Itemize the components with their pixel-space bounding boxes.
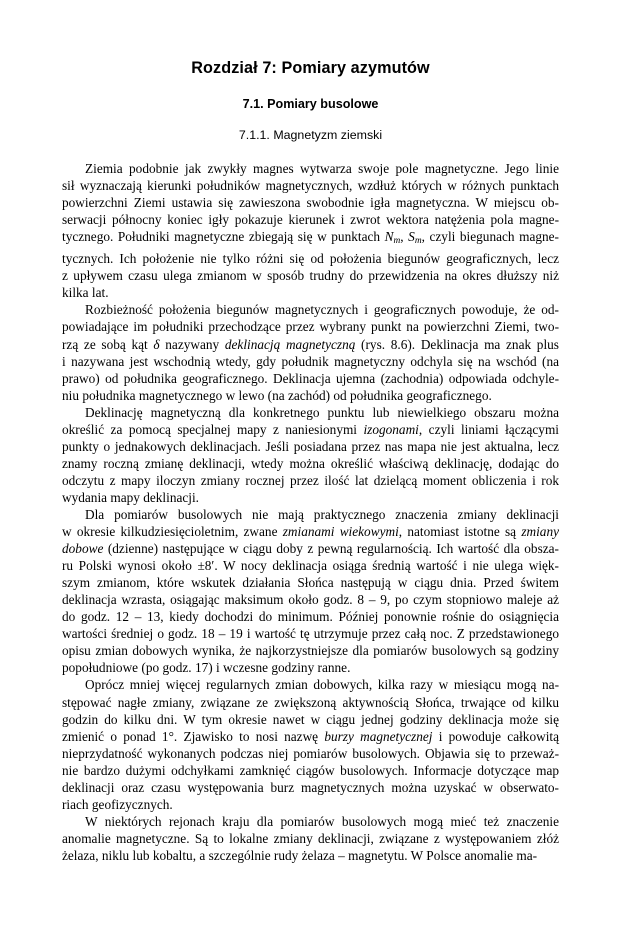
text-line: Deklinację magnetyczną dla konkretnego punktu lub niewielkiego obszaru można [85, 404, 559, 420]
text-line: kilka lat. [62, 285, 109, 301]
paragraph-1 [62, 160, 559, 301]
text-line: Oprócz mniej więcej regularnych zmian dobowych, kilka razy w miesiącu mogą na- [85, 677, 559, 693]
text-line: ru Polski wynosi około ±8′. W nocy deklinacja osiąga średnią wartość i nie ulega więk- [62, 558, 559, 574]
text-line: Ziemia podobnie jak zwykły magnes wytwarza swoje pole magnetyczne. Jego linie [85, 161, 559, 176]
body-text [62, 160, 559, 864]
text-line: powiadające im południki przechodzące przez wybrany punkt na powierzchni Ziemi, two- [62, 319, 559, 335]
text-line: tycznych. Ich położenie nie tylko różni się od położenia biegunów geograficznych, lecz [62, 251, 559, 267]
text-line: do godz. 12 – 13, kiedy dochodzi do minimum. Później ponownie rośnie do osiągnięcia [62, 609, 559, 625]
text-line: żelaza, niklu lub kobaltu, a szczególnie rudy żelaza – magnetytu. W Polsce anomalie ma- [62, 847, 538, 863]
text-line: z upływem czasu ulega zmianom w sposób trudny do przewidzenia na okres dłuższy niż [62, 268, 559, 284]
text-line: stępować nagłe zmiany, związane ze zwiększoną aktywnością Słońca, trwające od kilku [62, 694, 559, 710]
text-line: popołudniowe (po godz. 17) i wczesne godziny ranne. [62, 660, 351, 676]
text-line: wartości średniej o godz. 18 – 19 i wartość tę utrzymuje przez całą noc. Z przedstawionego [62, 626, 559, 642]
text-line: opisu zmian dobowych wynika, że najkorzystniejsze dla pomiarów busolowych są godziny [62, 643, 559, 659]
text-line: anomalie magnetyczne. Są to lokalne zmiany deklinacji, związane z występowaniem złóż [62, 830, 559, 846]
paragraph-3 [62, 404, 559, 506]
subsection-title: 7.1.1. Magnetyzm ziemski [238, 128, 383, 142]
text-line: serwacji północny koniec igły pokazuje kierunek i zwrot wektora natężenia pola magne- [62, 212, 559, 228]
page-content [62, 58, 559, 864]
text-line: punkty o jednakowych deklinacjach. Jeśli posiadana przez nas mapa nie jest aktualna, lecz [62, 438, 559, 454]
text-line: Rozbieżność położenia biegunów magnetycznych i geograficznych powoduje, że od- [85, 302, 559, 318]
section-title: 7.1. Pomiary busolowe [242, 97, 379, 111]
paragraph-4 [62, 506, 559, 676]
text-line: odczytu z mapy iloczyn zmiany rocznej przez ilość lat dzielącą moment obliczenia i rok [62, 472, 559, 488]
text-line: Dla pomiarów busolowych nie mają praktycznego znaczenia zmiany deklinacji [85, 507, 559, 522]
text-line: sił wyznaczają kierunki południków magnetycznych, wzdłuż których w różnych punktach [62, 178, 559, 194]
text-line: tycznego. Południki magnetyczne zbiegają się w punktach $N_m$, $S_m$, czyli biegunach magne- [62, 229, 559, 247]
text-line: dobowe (dzienne) następujące w ciągu doby z pewną regularnością. Ich wartość dla obsza- [62, 541, 559, 557]
text-line: deklinacja wzrasta, osiągając maksimum około godz. 8 – 9, po czym stopniowo maleje aż [62, 592, 559, 608]
paragraph-6 [62, 813, 559, 864]
text-line: znamy roczną zmianę deklinacji, wtedy można określić właściwą deklinację, dodając do [62, 455, 559, 471]
text-line: zmienić o ponad 1°. Zjawisko to nosi nazwę burzy magnetycznej i powoduje całkowitą [62, 728, 559, 744]
text-line: godzin do kilku dni. W tym okresie nawet w ciągu jednej godziny deklinacja może się [62, 711, 559, 727]
paragraph-5 [62, 676, 559, 812]
text-line: i nazywana jest wschodnią wtedy, gdy południk magnetyczny odchyla się na wschód (na [62, 353, 559, 369]
text-line: określić za pomocą specjalnej mapy z naniesionymi izogonami, czyli liniami łączącymi [62, 421, 559, 437]
chapter-title: Rozdział 7: Pomiary azymutów [191, 59, 430, 77]
text-line: rzą ze sobą kąt δ nazywany deklinacją magnetyczną (rys. 8.6). Deklinacja ma znak plus [62, 336, 559, 352]
text-line: W niektórych rejonach kraju dla pomiarów busolowych mogą mieć też znaczenie [85, 813, 559, 829]
paragraph-2 [62, 301, 559, 403]
text-line: nie bardzo dużymi odchyłkami zamknięć ciągów busolowych. Informacje dotyczące map [62, 762, 559, 778]
text-line: deklinacji oraz czasu występowania burz magnetycznych można uzyskać w obserwato- [62, 779, 559, 795]
text-line: powierzchni Ziemi ustawia się zawieszona swobodnie igła magnetyczna. W miejscu ob- [62, 195, 559, 211]
text-line: riach geofizycznych. [62, 796, 173, 812]
text-line: prawo) od południka geograficznego. Deklinacja ujemna (zachodnia) odpowiada odchyle- [62, 370, 559, 386]
text-line: w okresie kilkudziesięcioletnim, zwane zmianami wiekowymi, natomiast istotne są zmiany [62, 524, 559, 540]
text-line: szym zmianom, które wskutek działania Słońca następują w ciągu dnia. Przed świtem [62, 575, 559, 591]
text-line: nieprzydatność wykonanych podczas niej pomiarów busolowych. Objawia się to przeważ- [62, 745, 559, 761]
text-line: wydania mapy deklinacji. [62, 489, 199, 505]
text-line: niu południka magnetycznego w lewo (na zachód) od południka geograficznego. [62, 387, 492, 403]
